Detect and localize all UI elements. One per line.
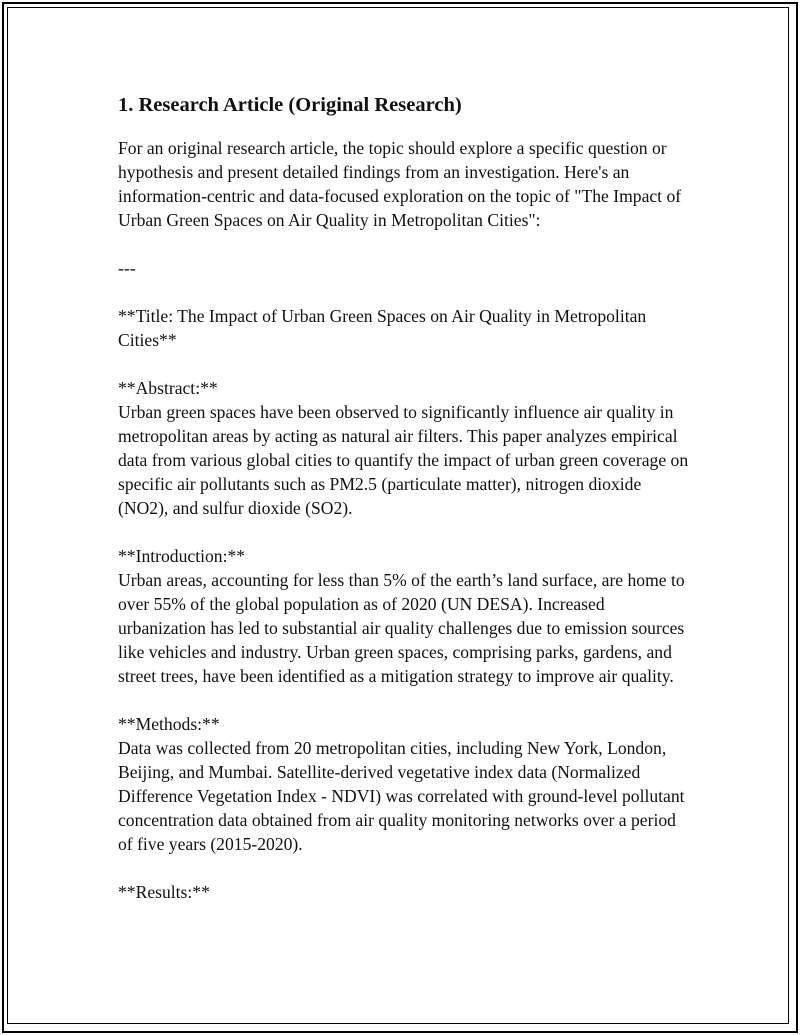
article-title-paragraph: **Title: The Impact of Urban Green Spaces on Air Quality in Metropolitan Cities** [118,306,647,350]
abstract-paragraph: **Abstract:** Urban green spaces have been observed to significantly influence air quality in metropolitan areas by acting as natural air filters. This paper analyzes empirical data from various global cities to quantify the impact of urban green coverage on specific air pollutants such as PM2.5 (particulate matter), nitrogen dioxide (NO2), and sulfur dioxide (SO2). [118,378,689,518]
methods-paragraph: **Methods:** Data was collected from 20 metropolitan cities, including New York, London, Beijing, and Mumbai. Satellite-derived vegetative index data (Normalized Difference Vegetation Index - NDVI) was correlated with ground-level pollutant concentration data obtained from air quality monitoring networks over a period of five years (2015-2020). [118,714,685,854]
separator-text: --- [118,258,136,278]
section-heading: 1. Research Article (Original Research) [118,94,462,116]
results-paragraph: **Results:** [118,882,210,902]
introduction-paragraph: **Introduction:** Urban areas, accounting for less than 5% of the earth’s land surface, are home to over 55% of the global population as of 2020 (UN DESA). Increased urbanization has led to substantial air quality challenges due to emission sources like vehicles and industry. Urban green spaces, comprising parks, gardens, and street trees, have been identified as a mitigation strategy to improve air quality. [118,546,685,686]
intro-paragraph: For an original research article, the topic should explore a specific question or hypothesis and present detailed findings from an investigation. Here's an information-centric and data-focused exploration on the topic of "The Impact of Urban Green Spaces on Air Quality in Metropolitan Cities": [118,138,682,230]
document-body [118,90,693,928]
